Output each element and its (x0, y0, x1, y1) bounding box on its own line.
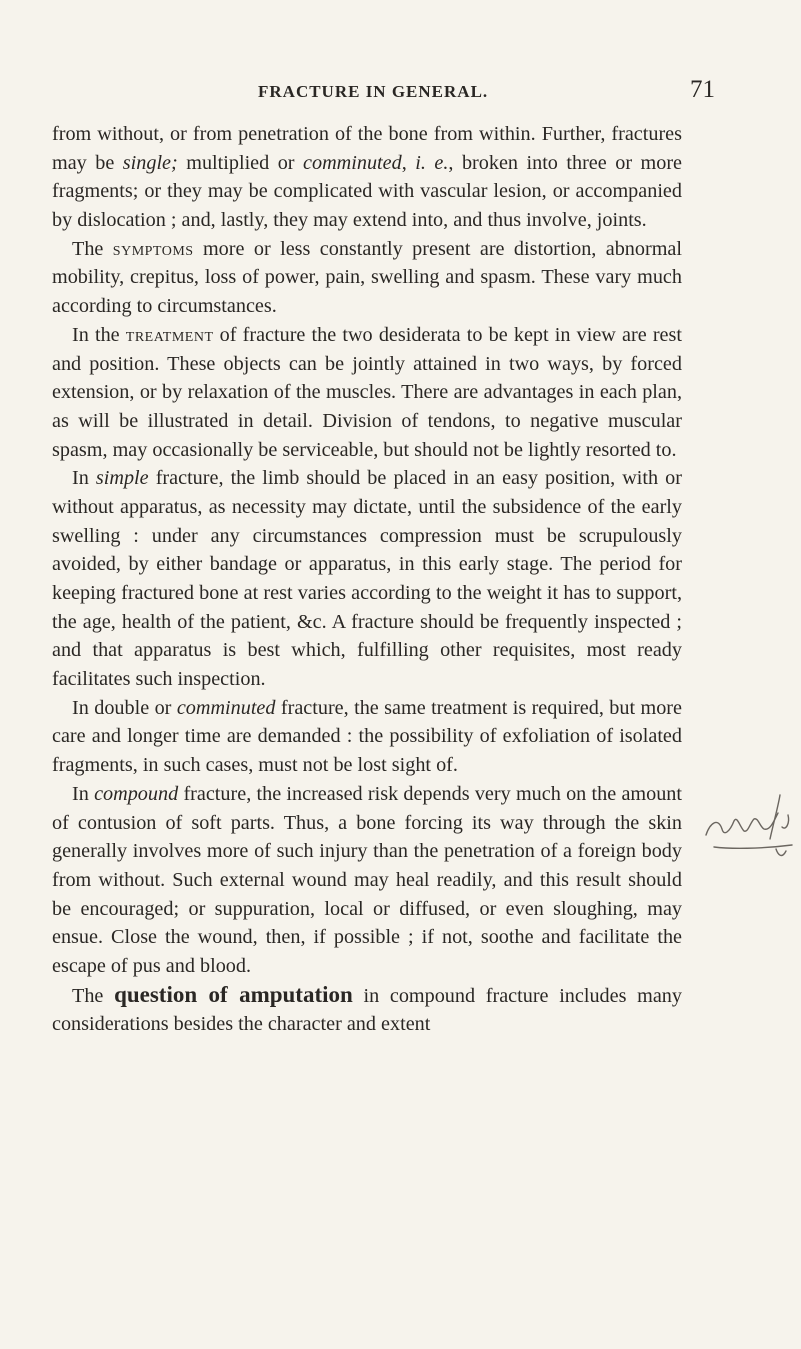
small-caps-term-treatment: treatment (125, 323, 214, 346)
annotation-stroke (782, 815, 789, 828)
text-run: The (72, 984, 115, 1007)
text-run: In the (72, 323, 126, 346)
annotation-stroke (770, 795, 780, 839)
paragraph-1 (52, 120, 682, 235)
text-run: The (72, 237, 113, 260)
running-title: FRACTURE IN GENERAL. (258, 82, 489, 101)
text-run: In (72, 467, 96, 490)
italic-term-compound: compound (94, 782, 179, 805)
italic-term-comminuted: comminuted (303, 151, 402, 174)
paragraph-compound-fracture (52, 780, 682, 981)
paragraph-simple-fracture (52, 464, 682, 694)
paragraph-treatment (52, 321, 682, 464)
paragraph-symptoms (52, 235, 682, 321)
annotation-stroke (706, 813, 778, 835)
text-run: in compound fracture includes many considerations besides the character and extent (52, 984, 682, 1036)
text-run: , (401, 151, 416, 174)
text-run: fracture, the limb should be placed in an easy position, with or without apparatus, as necessity may dictate, until the subsidence of the early swelling : under any circumstances compression must be scrupulously avoided, by either bandage or apparatus, in this early stage. The period for keeping fractured bone at rest varies according to the weight it has to support, the age, health of the patient, &c. A fracture should be frequently inspected ; and that apparatus is best which, fulfilling other requisites, most ready facilitates such inspection. (52, 467, 683, 691)
paragraph-comminuted-fracture (52, 694, 682, 780)
page-number: 71 (690, 76, 715, 103)
italic-term-simple: simple (95, 467, 149, 490)
text-run: fracture, the increased risk depends very much on the amount of contusion of soft parts. Thus, a bone forcing its way through the skin generally involves more of such injury than the penetration of a foreign body from without. Such external wound may heal readily, and this result should be encouraged; or suppuration, local or diffused, or even sloughing, may ensue. Close the wound, then, if possible ; if not, soothe and facilitate the escape of pus and blood. (52, 782, 682, 977)
page-header (0, 72, 801, 112)
italic-term-single: single; (122, 151, 178, 174)
annotation-stroke (776, 849, 786, 855)
italic-term-comminuted: comminuted (176, 696, 276, 719)
small-caps-term-symptoms: symptoms (112, 237, 194, 260)
handwritten-margin-annotation (700, 787, 795, 862)
italic-term-ie: i. e. (415, 151, 449, 174)
text-run: In (72, 782, 95, 805)
paragraph-amputation (52, 981, 682, 1039)
body-text (52, 120, 682, 1039)
annotation-stroke (714, 845, 792, 848)
text-run: , broken into three or more fragments; or they may be complicated with vascular lesion, or accompanied by dislocation ; and, lastly, they may extend into, and thus involve, joints. (52, 151, 683, 232)
text-run: more or less constantly present are distortion, abnormal mobility, crepitus, loss of power, pain, swelling and spasm. These vary much according to circumstances. (52, 237, 682, 318)
bold-term-question-of-amputation: question of amputation (114, 981, 353, 1007)
text-run: fracture, the same treatment is required, but more care and longer time are demanded : the possibility of exfoliation of isolated fragments, in such cases, must not be lost sight of. (52, 696, 682, 777)
text-run: multiplied or (177, 151, 304, 174)
text-run: In double or (72, 696, 177, 719)
text-run: of fracture the two desiderata to be kept in view are rest and position. These objects can be jointly attained in two ways, by forced extension, or by relaxation of the muscles. There are advantages in each plan, as will be illustrated in detail. Division of tendons, to negative muscular spasm, may occasionally be serviceable, but should not be lightly resorted to. (52, 323, 682, 461)
text-run: from without, or from penetration of the bone from within. Further, fractures may be (52, 123, 682, 174)
